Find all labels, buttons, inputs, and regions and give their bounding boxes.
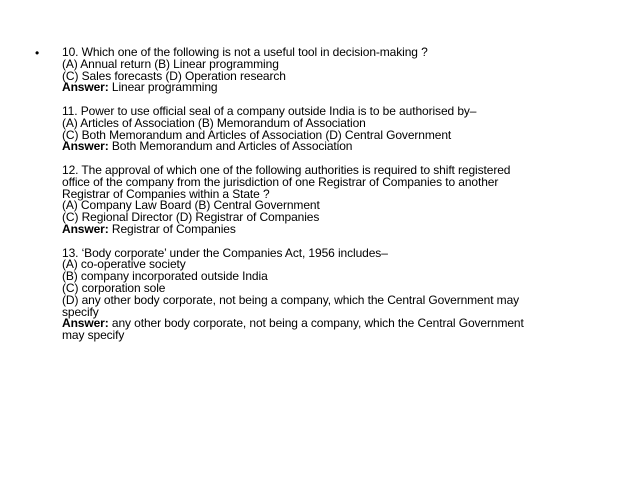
- answer-text: Both Memorandum and Articles of Association: [108, 139, 353, 154]
- question-11: [62, 103, 622, 154]
- answer-line: [62, 82, 622, 94]
- question-13: [62, 245, 622, 343]
- question-option: specify: [62, 304, 99, 319]
- answer-label: Answer:: [62, 139, 109, 154]
- question-10: [62, 47, 622, 94]
- bullet-marker: •: [35, 46, 40, 60]
- question-option: (C) corporation sole: [62, 280, 166, 295]
- answer-text: Registrar of Companies: [108, 221, 236, 236]
- answer-line: [62, 141, 622, 153]
- question-options: (C) Sales forecasts (D) Operation research: [62, 68, 286, 83]
- answer-label: Answer:: [62, 80, 109, 95]
- question-list: [62, 47, 622, 354]
- question-options: (C) Regional Director (D) Registrar of Companies: [62, 210, 320, 225]
- answer-line: [62, 318, 622, 330]
- question-option: (B) company incorporated outside India: [62, 269, 268, 284]
- answer-label: Answer:: [62, 316, 109, 331]
- answer-label: Answer:: [62, 221, 109, 236]
- question-text: office of the company from the jurisdiction of one Registrar of Companies to another: [62, 174, 499, 189]
- question-text: Registrar of Companies within a State ?: [62, 186, 270, 201]
- question-options: (A) Annual return (B) Linear programming: [62, 56, 279, 71]
- question-text: 10. Which one of the following is not a useful tool in decision-making ?: [62, 45, 428, 59]
- question-option: (A) co-operative society: [62, 257, 186, 272]
- answer-text: any other body corporate, not being a company, which the Central Government: [108, 316, 524, 331]
- question-12: [62, 162, 622, 236]
- answer-text-continued: may specify: [62, 328, 125, 343]
- question-text: 11. Power to use official seal of a company outside India is to be authorised by–: [62, 103, 477, 118]
- answer-line: [62, 221, 622, 236]
- question-option: (D) any other body corporate, not being a company, which the Central Government may: [62, 292, 520, 307]
- question-text: 13. ‘Body corporate’ under the Companies Act, 1956 includes–: [62, 245, 388, 260]
- question-text: 12. The approval of which one of the following authorities is required to shift registered: [62, 162, 511, 177]
- question-options: (C) Both Memorandum and Articles of Association (D) Central Government: [62, 127, 452, 142]
- question-options: (A) Articles of Association (B) Memorandum of Association: [62, 115, 366, 130]
- question-options: (A) Company Law Board (B) Central Government: [62, 198, 320, 213]
- answer-text: Linear programming: [108, 80, 218, 95]
